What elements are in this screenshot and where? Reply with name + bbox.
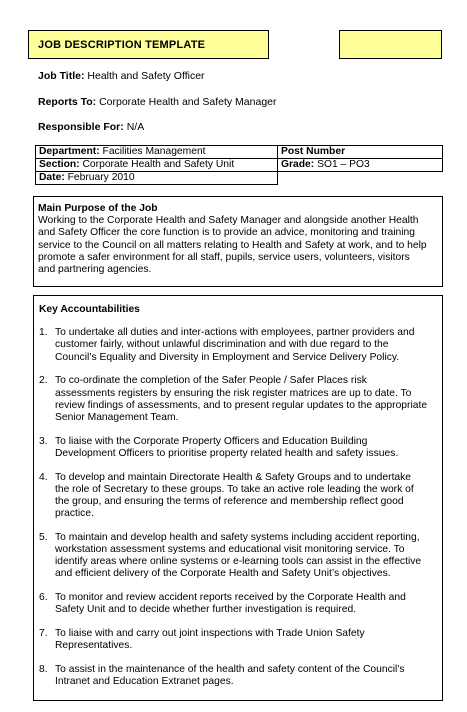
job-title-value: Health and Safety Officer: [87, 70, 205, 82]
item-number: 8.: [39, 663, 48, 675]
item-line: Safety Unit and to decide whether further investigation is required.: [55, 604, 357, 616]
item-text: [55, 327, 438, 364]
grade-value: SO1 – PO3: [317, 159, 370, 170]
list-item: [39, 436, 438, 460]
reports-to-field: [38, 96, 277, 108]
section-cell: [36, 159, 278, 172]
job-title-field: [38, 70, 205, 82]
job-title-label: Job Title:: [38, 70, 85, 82]
title-banner: [28, 30, 269, 59]
purpose-line: service to the Council on all matters relating to Health and Safety at work, and to help: [38, 239, 427, 251]
item-line: workstation assessment systems and educational visit monitoring service. To: [55, 544, 405, 556]
post-number-cell: [278, 146, 443, 159]
key-accountabilities-heading: Key Accountabilities: [39, 304, 140, 315]
responsible-for-label: Responsible For:: [38, 121, 124, 133]
item-line: Representatives.: [55, 640, 133, 652]
department-label: Department:: [39, 146, 100, 157]
item-line: the group, and ensuring the terms of reference and membership reflect good: [55, 495, 404, 507]
item-number: 6.: [39, 592, 48, 604]
key-accountabilities-panel: [33, 295, 443, 701]
list-item: [39, 628, 438, 652]
purpose-line: and partnering agencies.: [38, 264, 152, 276]
section-value: Corporate Health and Safety Unit: [82, 159, 235, 170]
item-line: customer fairly, without unlawful discrimination and with due regard to the: [55, 339, 389, 351]
item-line: identify areas where online systems or e-learning tools can assist in the effective: [55, 556, 422, 568]
grade-label: Grade:: [281, 159, 315, 170]
responsible-for-field: [38, 121, 144, 133]
item-text: [55, 592, 438, 616]
item-line: To co-ordinate the completion of the Safer People / Safer Places risk: [55, 375, 367, 387]
item-line: Development Officers to prioritise property related health and safety issues.: [55, 447, 399, 459]
list-item: [39, 592, 438, 616]
item-line: and efficient delivery of the Corporate Health and Safety Unit’s objectives.: [55, 568, 391, 580]
document-title: JOB DESCRIPTION TEMPLATE: [38, 39, 206, 51]
details-table: [35, 145, 443, 185]
main-purpose-text: [38, 215, 438, 276]
list-item: [39, 532, 438, 581]
responsible-for-value: N/A: [126, 121, 145, 133]
list-item: [39, 375, 438, 424]
reports-to-label: Reports To:: [38, 96, 97, 108]
item-number: 4.: [39, 471, 48, 483]
item-text: [55, 436, 438, 460]
item-line: To liaise with the Corporate Property Officers and Education Building: [55, 435, 368, 447]
department-cell: [36, 146, 278, 159]
list-item: [39, 327, 438, 364]
item-line: To monitor and review accident reports received by the Corporate Health and: [55, 592, 406, 604]
item-line: To undertake all duties and inter-actions with employees, partner providers and: [55, 327, 415, 339]
item-text: [55, 628, 438, 652]
item-text: [55, 532, 438, 581]
item-line: To assist in the maintenance of the health and safety content of the Council’s: [55, 663, 405, 675]
item-number: 7.: [39, 628, 48, 640]
list-item: [39, 472, 438, 521]
item-number: 2.: [39, 375, 48, 387]
purpose-line: and Safety Officer the core function is to provide an advice, monitoring and training: [38, 227, 416, 239]
item-line: Senior Management Team.: [55, 411, 179, 423]
accountabilities-list: [39, 327, 438, 688]
section-label: Section:: [39, 159, 80, 170]
item-line: Intranet and Education Extranet pages.: [55, 676, 234, 688]
item-line: Council’s Equality and Diversity in Employment and Service Delivery Policy.: [55, 351, 400, 363]
item-line: practice.: [55, 508, 94, 520]
purpose-line: promote a safer environment for all staff, pupils, service users, volunteers, visitors: [38, 251, 410, 263]
main-purpose-panel: [33, 196, 443, 287]
item-line: review findings of assessments, and to present regular updates to the appropriate: [55, 399, 428, 411]
item-line: the role of Secretary to these groups. To take an active role leading the work of: [55, 483, 414, 495]
date-cell: [36, 172, 278, 185]
item-number: 5.: [39, 531, 48, 543]
main-purpose-heading: Main Purpose of the Job: [38, 203, 158, 214]
date-label: Date:: [39, 172, 65, 183]
item-text: [55, 375, 438, 424]
grade-cell: [278, 159, 443, 172]
empty-cell: [278, 172, 443, 185]
item-line: To liaise with and carry out joint inspections with Trade Union Safety: [55, 628, 365, 640]
side-banner: [339, 30, 442, 59]
item-text: [55, 472, 438, 521]
item-line: To develop and maintain Directorate Health & Safety Groups and to undertake: [55, 471, 412, 483]
reports-to-value: Corporate Health and Safety Manager: [99, 96, 277, 108]
item-number: 3.: [39, 435, 48, 447]
item-number: 1.: [39, 327, 48, 339]
item-line: assessments registers by ensuring the risk register matrices are up to date. To: [55, 387, 412, 399]
department-value: Facilities Management: [102, 146, 206, 157]
purpose-line: Working to the Corporate Health and Safety Manager and alongside another Health: [38, 215, 419, 227]
date-value: February 2010: [67, 172, 135, 183]
item-text: [55, 664, 438, 688]
post-number-label: Post Number: [281, 146, 346, 157]
list-item: [39, 664, 438, 688]
item-line: To maintain and develop health and safety systems including accident reporting,: [55, 531, 420, 543]
